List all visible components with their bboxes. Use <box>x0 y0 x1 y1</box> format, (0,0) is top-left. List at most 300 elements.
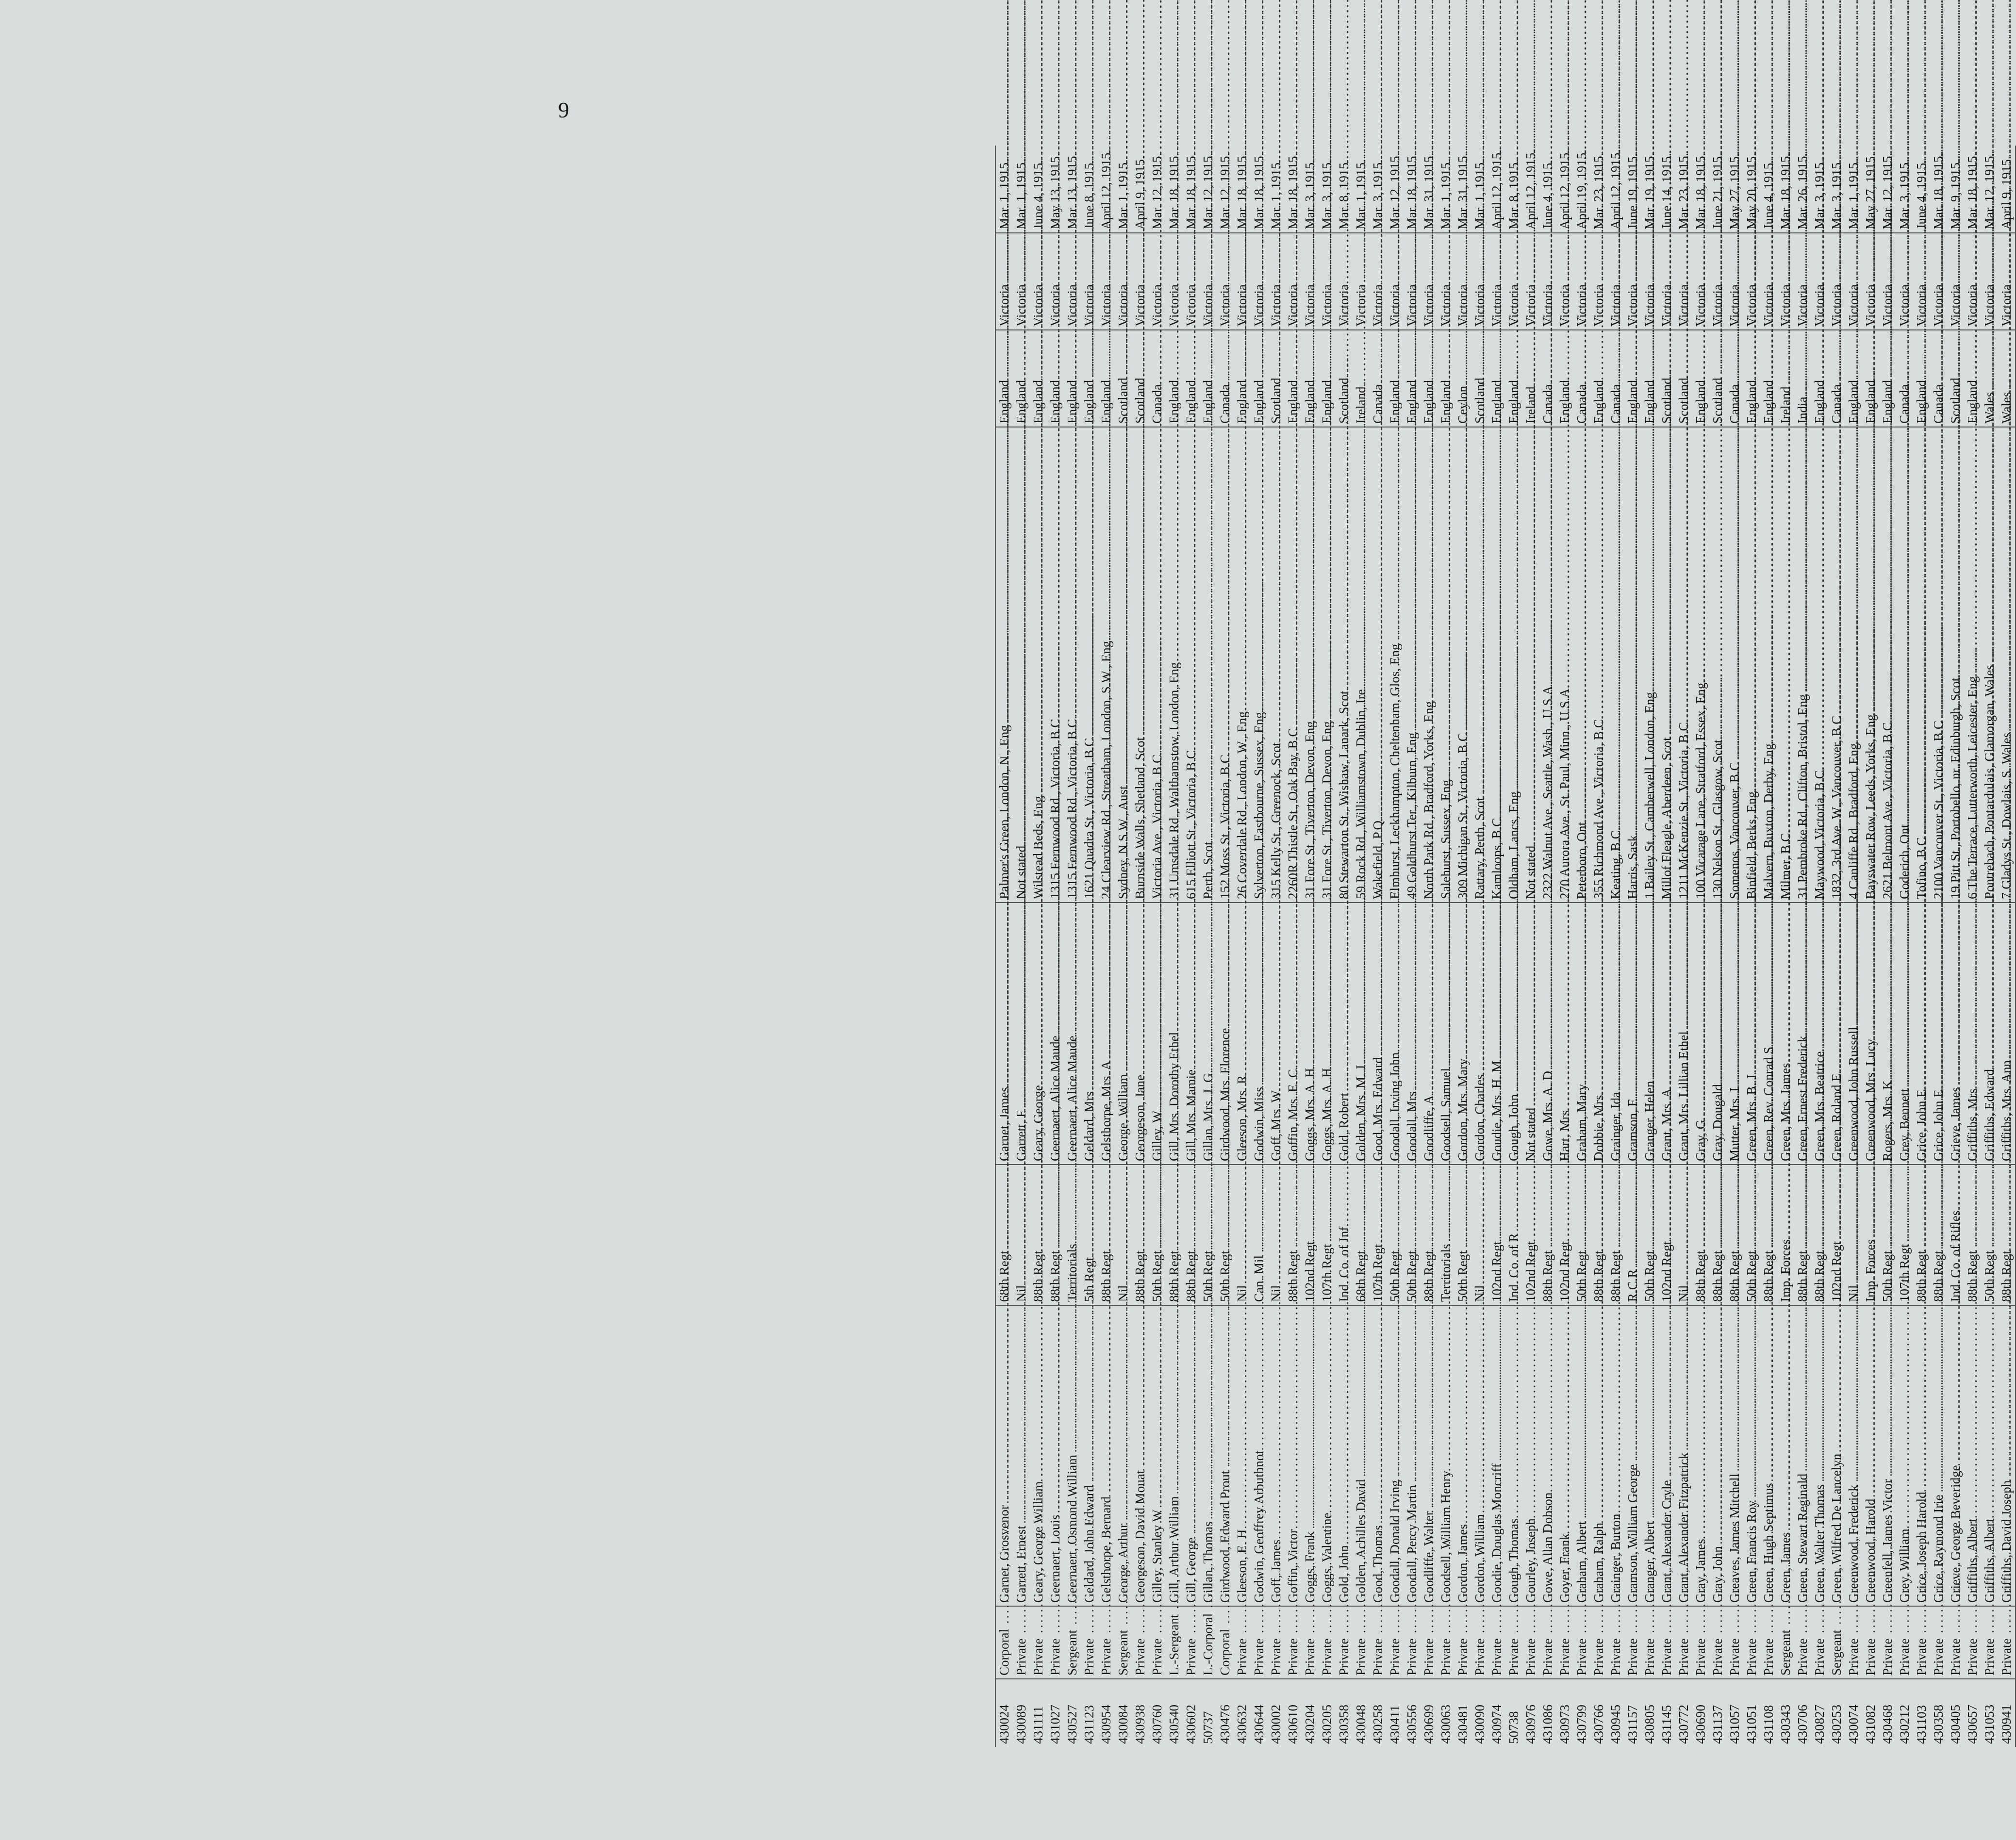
regimental-number: 430540 <box>1166 1705 1181 1744</box>
regimental-number: 430405 <box>1948 1705 1963 1744</box>
regimental-number: 430358 <box>1336 1705 1351 1744</box>
next-of-kin: Gillan, Mrs. J. G ..... <box>1200 903 1217 1165</box>
enlistment-date: April 9, 1915. <box>1998 146 2016 233</box>
rank: Private ..... <box>1590 1606 1607 1679</box>
rank: Private ..... <box>1421 1606 1438 1679</box>
table-row <box>1081 146 1098 1747</box>
next-of-kin: Geernaert, Alice Maude ..... <box>1047 903 1064 1165</box>
table-row <box>1217 146 1234 1747</box>
table-row <box>1454 146 1471 1747</box>
country-of-birth: Scotland ..... <box>1471 330 1488 427</box>
rank: Private ..... <box>1845 1606 1862 1679</box>
next-of-kin: Grice, John E ..... <box>1913 903 1930 1165</box>
country-of-birth: England ..... <box>1692 330 1709 427</box>
place-of-enlistment: Victoria ..... <box>995 233 1013 330</box>
place-of-enlistment: Victoria ..... <box>1726 233 1743 330</box>
country-of-birth: Canada ..... <box>1607 330 1624 427</box>
former-unit: 5th Regt ..... <box>1081 1165 1098 1305</box>
soldier-name: Gordon, James ..... <box>1454 1305 1471 1606</box>
former-unit: 68th Regt ..... <box>995 1165 1013 1305</box>
rank: Private ..... <box>1353 1606 1370 1679</box>
table-row <box>1573 146 1590 1747</box>
enlistment-date: Mar. 12, 1915. <box>1981 146 1998 233</box>
place-of-enlistment: Victoria ..... <box>1454 233 1471 330</box>
address: Milmer, B.C ..... <box>1777 427 1794 903</box>
former-unit: 88th Regt ..... <box>1760 1165 1777 1305</box>
country-of-birth: England ..... <box>1064 330 1081 427</box>
country-of-birth: England ..... <box>1811 330 1828 427</box>
address: 1621 Quadra St., Victoria, B.C ..... <box>1081 427 1098 903</box>
soldier-name: Grieve, George Beveridge ..... <box>1947 1305 1964 1606</box>
regimental-number: 431057 <box>1727 1705 1742 1744</box>
former-unit: 88th Regt ..... <box>1811 1165 1828 1305</box>
address: Bayswater Row, Leeds, Yorks, Eng ..... <box>1862 427 1879 903</box>
soldier-name: Griffiths, David Joseph ..... <box>1998 1305 2016 1606</box>
address: Not stated ..... <box>1522 427 1539 903</box>
country-of-birth: England ..... <box>1200 330 1217 427</box>
address: 1315 Fernwood Rd., Victoria, B.C ..... <box>1047 427 1064 903</box>
place-of-enlistment: Victoria ..... <box>1302 233 1319 330</box>
regimental-number: 431108 <box>1761 1705 1776 1744</box>
former-unit: 50th Regt ..... <box>1879 1165 1896 1305</box>
soldier-name: Georgeson, David Mouat ..... <box>1132 1305 1149 1606</box>
next-of-kin: Gordon, Mrs. Mary ..... <box>1454 903 1471 1165</box>
next-of-kin: George, William ..... <box>1115 903 1132 1165</box>
enlistment-date: April 12, 1915. <box>1556 146 1573 233</box>
enlistment-date: June 14, 1915. <box>1658 146 1675 233</box>
soldier-name: Golden, Achilles David ..... <box>1353 1305 1370 1606</box>
place-of-enlistment: Victoria ..... <box>1522 233 1539 330</box>
regimental-number: 430468 <box>1880 1705 1895 1744</box>
former-unit: 88th Regt ..... <box>1590 1165 1607 1305</box>
address: Salehurst, Sussex, Eng ..... <box>1438 427 1454 903</box>
former-unit: 102nd Regt ..... <box>1556 1165 1573 1305</box>
former-unit: Can. Mil ..... <box>1251 1165 1268 1305</box>
country-of-birth: Ireland ..... <box>1522 330 1539 427</box>
place-of-enlistment: Victoria ..... <box>1573 233 1590 330</box>
table-row <box>1438 146 1454 1747</box>
next-of-kin: Grey, Bennett ..... <box>1896 903 1913 1165</box>
rank: Private ..... <box>1505 1606 1522 1679</box>
rank: Private ..... <box>1692 1606 1709 1679</box>
enlistment-date: Mar. 18, 1915. <box>1251 146 1268 233</box>
next-of-kin: Goffin, Mrs. E. C ..... <box>1285 903 1302 1165</box>
rank: Private ..... <box>1302 1606 1319 1679</box>
former-unit: 88th Regt ..... <box>1285 1165 1302 1305</box>
place-of-enlistment: Victoria ..... <box>1471 233 1488 330</box>
table-row <box>1522 146 1539 1747</box>
former-unit: 50th Regt ..... <box>1217 1165 1234 1305</box>
table-row <box>1692 146 1709 1747</box>
regimental-number: 430941 <box>1998 1679 2016 1747</box>
enlistment-date: Mar. 18, 1915. <box>1285 146 1302 233</box>
rank: Private ..... <box>1743 1606 1760 1679</box>
place-of-enlistment: Victoria ..... <box>1319 233 1336 330</box>
regimental-number: 430644 <box>1251 1705 1266 1744</box>
next-of-kin: Gleeson, Mrs. R ..... <box>1234 903 1251 1165</box>
soldier-name: Green, Francis Roy ..... <box>1743 1305 1760 1606</box>
table-row <box>1421 146 1438 1747</box>
place-of-enlistment: Victoria ..... <box>1081 233 1098 330</box>
country-of-birth: Canada ..... <box>1149 330 1166 427</box>
country-of-birth: Wales ..... <box>1998 330 2016 427</box>
enlistment-date: Mar. 1, 1915. <box>1268 146 1285 233</box>
next-of-kin: Godwin, Miss ..... <box>1251 903 1268 1165</box>
former-unit: 102nd Regt ..... <box>1488 1165 1505 1305</box>
address: Sylverton, Eastbourne, Sussex, Eng ..... <box>1251 427 1268 903</box>
regimental-number: 430827 <box>1812 1705 1827 1744</box>
former-unit: 107th Regt ..... <box>1370 1165 1387 1305</box>
table-row <box>1760 146 1777 1747</box>
address: Harris, Sask ..... <box>1624 427 1641 903</box>
place-of-enlistment: Victoria ..... <box>1692 233 1709 330</box>
soldier-name: Green, Walter Thomas ..... <box>1811 1305 1828 1606</box>
rank: Private ..... <box>1658 1606 1675 1679</box>
address: Pontrebach, Pontardulais, Glamorgan, Wales ..... <box>1981 427 1998 903</box>
enlistment-date: April 12, 1915. <box>1098 146 1115 233</box>
rank: Private ..... <box>1098 1606 1115 1679</box>
next-of-kin: Grant, Mrs. Lillian Ethel ..... <box>1675 903 1692 1165</box>
place-of-enlistment: Victoria ..... <box>1488 233 1505 330</box>
address: Kamloops, B.C ..... <box>1488 427 1505 903</box>
rank: Sergeant ..... <box>1064 1606 1081 1679</box>
former-unit: Nil ..... <box>1268 1165 1285 1305</box>
address: 1 Bailey St., Camberwell, London, Eng ..... <box>1641 427 1658 903</box>
country-of-birth: Scotland ..... <box>1336 330 1353 427</box>
place-of-enlistment: Victoria ..... <box>1030 233 1047 330</box>
country-of-birth: England ..... <box>1319 330 1336 427</box>
former-unit: 50th Regt ..... <box>1641 1165 1658 1305</box>
rank: Private ..... <box>1268 1606 1285 1679</box>
enlistment-date: Mar. 3, 1915. <box>1319 146 1336 233</box>
address: 59 Rock Rd., Williamstown, Dublin, Ire ..... <box>1353 427 1370 903</box>
table-row <box>1896 146 1913 1747</box>
country-of-birth: England ..... <box>995 330 1013 427</box>
enlistment-date: April 12, 1915. <box>1607 146 1624 233</box>
table-row <box>1998 146 2016 1747</box>
regimental-number: 430706 <box>1795 1705 1810 1744</box>
soldier-name: Gill, George ..... <box>1183 1305 1200 1606</box>
regimental-number: 430954 <box>1098 1705 1113 1744</box>
former-unit: 88th Regt ..... <box>1132 1165 1149 1305</box>
table-row <box>1166 146 1183 1747</box>
table-row <box>1794 146 1811 1747</box>
table-row <box>1947 146 1964 1747</box>
address: 2322 Walnut Ave., Seattle, Wash., U.S.A ..... <box>1539 427 1556 903</box>
former-unit: Nil ..... <box>1845 1165 1862 1305</box>
table-row <box>1930 146 1947 1747</box>
table-row <box>1777 146 1794 1747</box>
soldier-name: Geldard, John Edward ..... <box>1081 1305 1098 1606</box>
next-of-kin: Griffiths, Edward ..... <box>1981 903 1998 1165</box>
regimental-number: 430002 <box>1268 1705 1283 1744</box>
regimental-number: 431103 <box>1914 1705 1929 1744</box>
place-of-enlistment: Victoria ..... <box>1624 233 1641 330</box>
soldier-name: Gill, Arthur William ..... <box>1166 1305 1183 1606</box>
place-of-enlistment: Victoria ..... <box>1404 233 1421 330</box>
former-unit: 102nd Regt ..... <box>1658 1165 1675 1305</box>
place-of-enlistment: Victoria ..... <box>1811 233 1828 330</box>
former-unit: 88th Regt ..... <box>1098 1165 1115 1305</box>
table-row <box>1370 146 1387 1747</box>
soldier-name: Grice, Raymond Irie ..... <box>1930 1305 1947 1606</box>
rank: Private ..... <box>1998 1606 2016 1679</box>
next-of-kin: Gowe, Mrs. A. D ..... <box>1539 903 1556 1165</box>
soldier-name: Gleeson, E. H ..... <box>1234 1305 1251 1606</box>
next-of-kin: Green, Mrs. Beatrice ..... <box>1811 903 1828 1165</box>
rank: Private ..... <box>1013 1606 1030 1679</box>
former-unit: Nil ..... <box>1471 1165 1488 1305</box>
soldier-name: Grant, Alexander Cryle ..... <box>1658 1305 1675 1606</box>
enlistment-date: Mar. 1, 1915. <box>1353 146 1370 233</box>
rank: Private ..... <box>1930 1606 1947 1679</box>
address: Burnside Walls, Shetland, Scot ..... <box>1132 427 1149 903</box>
enlistment-date: June 8, 1915. <box>1081 146 1098 233</box>
table-row <box>1183 146 1200 1747</box>
table-row <box>1590 146 1607 1747</box>
country-of-birth: England ..... <box>1183 330 1200 427</box>
next-of-kin: Geary, George ..... <box>1030 903 1047 1165</box>
regimental-number: 430476 <box>1217 1705 1232 1744</box>
place-of-enlistment: Victoria ..... <box>1505 233 1522 330</box>
rank: L.-Corporal ..... <box>1200 1606 1217 1679</box>
former-unit: Nil ..... <box>1013 1165 1030 1305</box>
regimental-number: 430024 <box>995 1679 1013 1747</box>
soldier-name: Green, Stewart Reginald ..... <box>1794 1305 1811 1606</box>
former-unit: Ind. Co. of Inf ..... <box>1336 1165 1353 1305</box>
regimental-number: 431145 <box>1659 1705 1674 1744</box>
country-of-birth: England ..... <box>1030 330 1047 427</box>
former-unit: 102nd Regt ..... <box>1828 1165 1845 1305</box>
address: Maywood, Victoria, B.C ..... <box>1811 427 1828 903</box>
table-row <box>1607 146 1624 1747</box>
table-row <box>1064 146 1081 1747</box>
former-unit: 88th Regt ..... <box>1709 1165 1726 1305</box>
table-row <box>1353 146 1370 1747</box>
enlistment-date: Mar. 12, 1915. <box>1149 146 1166 233</box>
next-of-kin: Greenwood, Mrs. Lucy ..... <box>1862 903 1879 1165</box>
enlistment-date: Mar. 1, 1915. <box>1471 146 1488 233</box>
place-of-enlistment: Victoria ..... <box>1132 233 1149 330</box>
enlistment-date: Mar. 3, 1915. <box>1811 146 1828 233</box>
country-of-birth: England ..... <box>1488 330 1505 427</box>
soldier-name: Grant, Alexander Fitzpatrick ..... <box>1675 1305 1692 1606</box>
regimental-number: 430976 <box>1523 1705 1538 1744</box>
place-of-enlistment: Victoria ..... <box>1607 233 1624 330</box>
regimental-number: 431157 <box>1625 1705 1640 1744</box>
regimental-number: 430090 <box>1472 1705 1487 1744</box>
table-row <box>1471 146 1488 1747</box>
next-of-kin: Goodliffe, A ..... <box>1421 903 1438 1165</box>
enlistment-date: May 20, 1915. <box>1743 146 1760 233</box>
place-of-enlistment: Victoria ..... <box>1556 233 1573 330</box>
enlistment-date: Mar. 18, 1915. <box>1183 146 1200 233</box>
country-of-birth: Scotland ..... <box>1947 330 1964 427</box>
address: Malvern, Buxton, Derby, Eng ..... <box>1760 427 1777 903</box>
place-of-enlistment: Victoria ..... <box>1421 233 1438 330</box>
soldier-name: Griffiths, Albert ..... <box>1981 1305 1998 1606</box>
former-unit: Nil ..... <box>1115 1165 1132 1305</box>
enlistment-date: April 19, 1915. <box>1573 146 1590 233</box>
next-of-kin: Girdwood, Mrs. Florence ..... <box>1217 903 1234 1165</box>
rank: Sergeant ..... <box>1777 1606 1794 1679</box>
next-of-kin: Green, Roland E ..... <box>1828 903 1845 1165</box>
place-of-enlistment: Victoria ..... <box>1353 233 1370 330</box>
rank: Private ..... <box>1896 1606 1913 1679</box>
next-of-kin: Gough, John ..... <box>1505 903 1522 1165</box>
soldier-name: Green, Wilfred De Lancelyn ..... <box>1828 1305 1845 1606</box>
next-of-kin: Gray, Dougald ..... <box>1709 903 1726 1165</box>
former-unit: 88th Regt ..... <box>1183 1165 1200 1305</box>
address: 49 Goldhurst Ter., Kilburn, Eng ..... <box>1404 427 1421 903</box>
country-of-birth: England ..... <box>1913 330 1930 427</box>
rank: Private ..... <box>1862 1606 1879 1679</box>
address: 7 Gladys St., Dowlais, S. Wales ..... <box>1998 427 2016 903</box>
roll-body <box>995 146 2016 1747</box>
country-of-birth: England ..... <box>1641 330 1658 427</box>
country-of-birth: India ..... <box>1794 330 1811 427</box>
country-of-birth: Canada ..... <box>1370 330 1387 427</box>
regimental-number: 430204 <box>1302 1705 1317 1744</box>
soldier-name: Green, Hugh Septimus ..... <box>1760 1305 1777 1606</box>
enlistment-date: Mar. 12, 1915. <box>1387 146 1404 233</box>
enlistment-date: Mar. 18, 1915. <box>1930 146 1947 233</box>
table-row <box>1913 146 1930 1747</box>
soldier-name: Geernaert, Osmond William ..... <box>1064 1305 1081 1606</box>
soldier-name: Geernaert, Louis ..... <box>1047 1305 1064 1606</box>
former-unit: 102nd Regt ..... <box>1302 1165 1319 1305</box>
former-unit: Imp. Forces ..... <box>1777 1165 1794 1305</box>
country-of-birth: Scotland ..... <box>1675 330 1692 427</box>
former-unit: 88th Regt ..... <box>1964 1165 1981 1305</box>
next-of-kin: Goggs, Mrs. A. H ..... <box>1302 903 1319 1165</box>
soldier-name: Grey, William ..... <box>1896 1305 1913 1606</box>
place-of-enlistment: Victoria ..... <box>1115 233 1132 330</box>
address: Binfield, Berks, Eng ..... <box>1743 427 1760 903</box>
address: 6 The Terrace, Lutterworth, Leicester, Eng ..... <box>1964 427 1981 903</box>
country-of-birth: Scotland ..... <box>1658 330 1675 427</box>
place-of-enlistment: Victoria ..... <box>1370 233 1387 330</box>
place-of-enlistment: Victoria ..... <box>1217 233 1234 330</box>
regimental-number: 430602 <box>1183 1705 1198 1744</box>
place-of-enlistment: Victoria ..... <box>1964 233 1981 330</box>
rank: Private ..... <box>1488 1606 1505 1679</box>
soldier-name: Greenwood, Frederick ..... <box>1845 1305 1862 1606</box>
place-of-enlistment: Victoria ..... <box>1794 233 1811 330</box>
former-unit: 88th Regt ..... <box>1047 1165 1064 1305</box>
table-row <box>1030 146 1047 1747</box>
place-of-enlistment: Victoria ..... <box>1658 233 1675 330</box>
enlistment-date: Mar. 13, 1915. <box>1064 146 1081 233</box>
enlistment-date: Mar. 31, 1915. <box>1454 146 1471 233</box>
address: Elmhurst, Leckhampton, Cheltenham, Glos, Eng ..... <box>1387 427 1404 903</box>
rank: L.-Sergeant ..... <box>1166 1606 1183 1679</box>
rank: Private ..... <box>1047 1606 1064 1679</box>
address: 31 Fore St., Tiverton, Devon, Eng ..... <box>1302 427 1319 903</box>
former-unit: 88th Regt ..... <box>1998 1165 2016 1305</box>
next-of-kin: Grieve, James ..... <box>1947 903 1964 1165</box>
soldier-name: Goodie, Douglas Moncriff ..... <box>1488 1305 1505 1606</box>
address: 2260R Thistle St., Oak Bay, B.C ..... <box>1285 427 1302 903</box>
rank: Private ..... <box>1285 1606 1302 1679</box>
soldier-name: Goodsell, William Henry ..... <box>1438 1305 1454 1606</box>
address: North Park Rd., Bradford, Yorks, Eng ..... <box>1421 427 1438 903</box>
enlistment-date: Mar. 9, 1915. <box>1947 146 1964 233</box>
regimental-number: 431051 <box>1744 1705 1759 1744</box>
table-row <box>1132 146 1149 1747</box>
rank: Private ..... <box>1471 1606 1488 1679</box>
next-of-kin: Goff, Mrs. W ..... <box>1268 903 1285 1165</box>
rank: Private ..... <box>1149 1606 1166 1679</box>
rank: Private ..... <box>1404 1606 1421 1679</box>
address: Somenos, Vancouver, B.C ..... <box>1726 427 1743 903</box>
enlistment-date: Mar. 1, 1915. <box>1013 146 1030 233</box>
regimental-number: 431137 <box>1710 1705 1725 1744</box>
regimental-number: 430690 <box>1693 1705 1708 1744</box>
rank: Private ..... <box>1794 1606 1811 1679</box>
regimental-number: 430205 <box>1319 1705 1334 1744</box>
next-of-kin: Geldard, Mrs ..... <box>1081 903 1098 1165</box>
country-of-birth: England ..... <box>1438 330 1454 427</box>
table-row <box>1387 146 1404 1747</box>
regimental-number: 431111 <box>1030 1706 1045 1744</box>
rank: Private ..... <box>1319 1606 1336 1679</box>
table-row <box>1013 146 1030 1747</box>
country-of-birth: England ..... <box>1234 330 1251 427</box>
next-of-kin: Griffiths, Mrs. Ann ..... <box>1998 903 2016 1165</box>
table-row <box>1539 146 1556 1747</box>
former-unit: 88th Regt ..... <box>1166 1165 1183 1305</box>
enlistment-date: April 12, 1915. <box>1488 146 1505 233</box>
enlistment-date: June 4, 1915. <box>1913 146 1930 233</box>
enlistment-date: Mar. 26, 1915. <box>1794 146 1811 233</box>
table-row <box>1556 146 1573 1747</box>
enlistment-date: April 12, 1915. <box>1522 146 1539 233</box>
next-of-kin: Mutter, Mrs. I ..... <box>1726 903 1743 1165</box>
next-of-kin: Garnet, James ..... <box>995 903 1013 1165</box>
enlistment-date: Mar. 18, 1915. <box>1964 146 1981 233</box>
address: Wilstead Beds, Eng ..... <box>1030 427 1047 903</box>
country-of-birth: England ..... <box>1421 330 1438 427</box>
place-of-enlistment: Victoria ..... <box>1387 233 1404 330</box>
table-row <box>1047 146 1064 1747</box>
enlistment-date: Mar. 3, 1915. <box>1302 146 1319 233</box>
address: 315 Kelly St., Greenock, Scot ..... <box>1268 427 1285 903</box>
country-of-birth: Canada ..... <box>1726 330 1743 427</box>
soldier-name: Garnet, Grosvenor ..... <box>995 1305 1013 1606</box>
next-of-kin: Greenwood, John Russell ..... <box>1845 903 1862 1165</box>
former-unit: Ind. Co. of R ..... <box>1505 1165 1522 1305</box>
regimental-number: 430632 <box>1234 1705 1249 1744</box>
table-row <box>1811 146 1828 1747</box>
country-of-birth: England ..... <box>1166 330 1183 427</box>
country-of-birth: England ..... <box>1251 330 1268 427</box>
regimental-number: 430258 <box>1370 1705 1385 1744</box>
table-row <box>1098 146 1115 1747</box>
next-of-kin: Gray, G ..... <box>1692 903 1709 1165</box>
enlistment-date: Mar. 18, 1915. <box>1404 146 1421 233</box>
next-of-kin: Rogers, Mrs. K ..... <box>1879 903 1896 1165</box>
table-row <box>1743 146 1760 1747</box>
former-unit: 50th Regt ..... <box>1149 1165 1166 1305</box>
regimental-number: 430766 <box>1591 1705 1606 1744</box>
place-of-enlistment: Victoria ..... <box>1947 233 1964 330</box>
place-of-enlistment: Victoria ..... <box>1675 233 1692 330</box>
place-of-enlistment: Victoria ..... <box>1828 233 1845 330</box>
country-of-birth: England ..... <box>1505 330 1522 427</box>
soldier-name: Godwin, Geoffrey Arbuthnot ..... <box>1251 1305 1268 1606</box>
country-of-birth: Scotland ..... <box>1132 330 1149 427</box>
